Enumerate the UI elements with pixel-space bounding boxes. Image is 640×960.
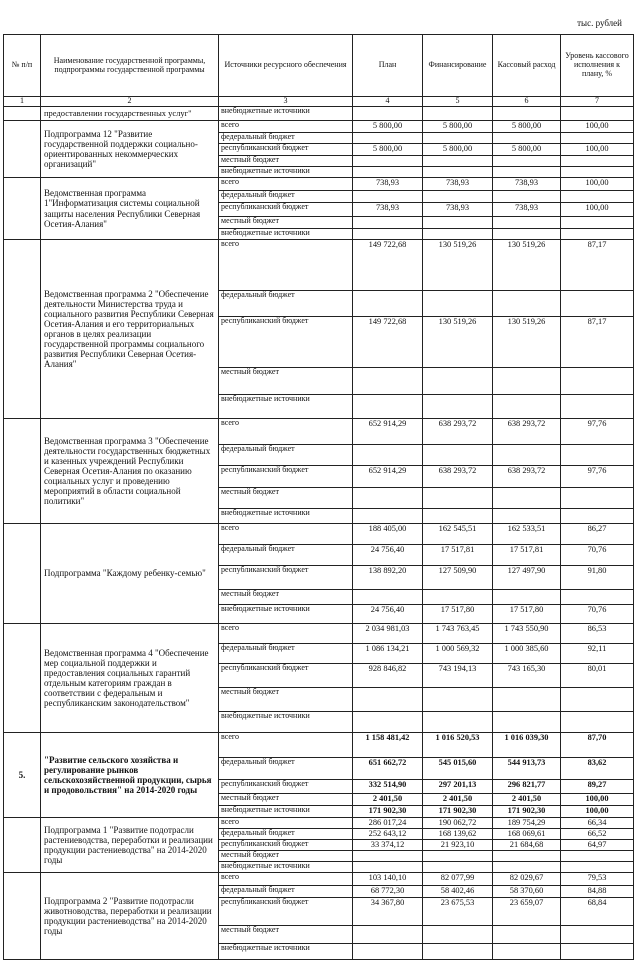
cell-financing: 743 194,13 <box>423 664 493 688</box>
cell-level <box>561 851 634 862</box>
source-label: федеральный бюджет <box>219 191 353 203</box>
table-row <box>4 178 634 191</box>
cell-level: 79,53 <box>561 873 634 886</box>
cell-cash: 1 016 039,30 <box>493 733 561 758</box>
cell-level: 87,17 <box>561 317 634 368</box>
cell-plan <box>353 167 423 178</box>
header-name: Наименование государственной программы, подпрограммы государственной программы <box>41 35 219 97</box>
source-label: всего <box>219 818 353 829</box>
cell-plan <box>353 217 423 229</box>
source-label: внебюджетные источники <box>219 229 353 240</box>
cell-financing <box>423 862 493 873</box>
cell-financing <box>423 217 493 229</box>
cell-financing: 638 293,72 <box>423 466 493 488</box>
header-plan: План <box>353 35 423 97</box>
source-label: федеральный бюджет <box>219 545 353 566</box>
cell-plan <box>353 688 423 712</box>
cell-level: 70,76 <box>561 545 634 566</box>
cell-financing <box>423 445 493 466</box>
table-row <box>4 873 634 886</box>
cell-level <box>561 445 634 466</box>
cell-financing <box>423 851 493 862</box>
cell-plan: 5 800,00 <box>353 121 423 133</box>
units-label: тыс. рублей <box>577 18 622 28</box>
source-label: всего <box>219 121 353 133</box>
cell-financing <box>423 167 493 178</box>
source-label: внебюджетные источники <box>219 712 353 733</box>
source-label: федеральный бюджет <box>219 758 353 780</box>
source-label: внебюджетные источники <box>219 395 353 419</box>
cell-financing: 5 800,00 <box>423 121 493 133</box>
cell-cash: 1 743 550,90 <box>493 624 561 644</box>
source-label: внебюджетные источники <box>219 509 353 524</box>
cell-level <box>561 133 634 144</box>
cell-cash <box>493 926 561 944</box>
cell-level <box>561 688 634 712</box>
cell-plan: 652 914,29 <box>353 419 423 445</box>
program-name: Подпрограмма 1 "Развитие подотрасли растениеводства, переработки и реализации продукции растениеводства" на 2014-2020 годы <box>41 818 219 873</box>
cell-cash <box>493 712 561 733</box>
cell-cash: 738,93 <box>493 178 561 191</box>
cell-cash: 21 684,68 <box>493 840 561 851</box>
cell-level: 83,62 <box>561 758 634 780</box>
source-label: внебюджетные источники <box>219 167 353 178</box>
cell-plan: 24 756,40 <box>353 545 423 566</box>
cell-cash: 130 519,26 <box>493 240 561 291</box>
source-label: местный бюджет <box>219 368 353 395</box>
cell-plan <box>353 395 423 419</box>
program-name: "Развитие сельского хозяйства и регулирование рынков сельскохозяйственной продукции, сырья и продовольствия" на 2014-2020 годы <box>41 733 219 818</box>
source-label: федеральный бюджет <box>219 133 353 144</box>
cell-financing: 23 675,53 <box>423 898 493 926</box>
cell-cash <box>493 167 561 178</box>
cell-cash <box>493 368 561 395</box>
header-cash: Кассовый расход <box>493 35 561 97</box>
cell-level: 97,76 <box>561 466 634 488</box>
col-number: 5 <box>423 97 493 107</box>
cell-cash <box>493 229 561 240</box>
cell-level: 86,27 <box>561 524 634 545</box>
cell-cash: 296 821,77 <box>493 780 561 794</box>
source-label: всего <box>219 240 353 291</box>
column-number-row <box>4 97 634 107</box>
table-row <box>4 524 634 545</box>
source-label: федеральный бюджет <box>219 644 353 664</box>
cell-level: 100,00 <box>561 121 634 133</box>
row-index <box>4 624 41 733</box>
cell-cash <box>493 395 561 419</box>
cell-plan: 332 514,90 <box>353 780 423 794</box>
cell-plan <box>353 590 423 605</box>
program-name: Ведомственная программа 2 "Обеспечение деятельности Министерства труда и социального развития Республики Северная Осетия-Алания и его территориальных органов в целях реализации государственной программы социального развития Республики Северная Осетия-Алания" <box>41 240 219 419</box>
row-index <box>4 419 41 524</box>
cell-level: 64,97 <box>561 840 634 851</box>
cell-plan: 5 800,00 <box>353 144 423 156</box>
cell-plan: 928 846,82 <box>353 664 423 688</box>
cell-level: 68,84 <box>561 898 634 926</box>
cell-plan <box>353 191 423 203</box>
header-level: Уровень кассового исполнения к плану, % <box>561 35 634 97</box>
table-row <box>4 240 634 291</box>
cell-level: 80,01 <box>561 664 634 688</box>
cell-financing <box>423 191 493 203</box>
cell-financing <box>423 926 493 944</box>
cell-financing <box>423 944 493 960</box>
cell-cash <box>493 107 561 121</box>
cell-financing: 545 015,60 <box>423 758 493 780</box>
cell-cash <box>493 191 561 203</box>
cell-plan: 149 722,68 <box>353 317 423 368</box>
cell-level: 87,70 <box>561 733 634 758</box>
header-row <box>4 35 634 97</box>
cell-level <box>561 862 634 873</box>
cell-level: 100,00 <box>561 203 634 217</box>
cell-plan: 2 034 981,03 <box>353 624 423 644</box>
cell-plan: 138 892,20 <box>353 566 423 590</box>
source-label: республиканский бюджет <box>219 898 353 926</box>
source-label: республиканский бюджет <box>219 566 353 590</box>
header-num: № п/п <box>4 35 41 97</box>
row-index <box>4 107 41 121</box>
cell-level <box>561 509 634 524</box>
row-index <box>4 873 41 960</box>
cell-financing <box>423 488 493 509</box>
cell-plan <box>353 156 423 167</box>
source-label: всего <box>219 733 353 758</box>
cell-financing <box>423 509 493 524</box>
cell-cash <box>493 133 561 144</box>
row-index <box>4 524 41 624</box>
cell-financing: 738,93 <box>423 178 493 191</box>
cell-plan: 2 401,50 <box>353 794 423 806</box>
row-index <box>4 818 41 873</box>
cell-level <box>561 191 634 203</box>
source-label: республиканский бюджет <box>219 466 353 488</box>
cell-financing <box>423 291 493 317</box>
cell-level: 100,00 <box>561 794 634 806</box>
program-name: Ведомственная программа 1"Информатизация системы социальной защиты населения Республики Северная Осетия-Алания" <box>41 178 219 240</box>
source-label: всего <box>219 624 353 644</box>
cell-cash <box>493 445 561 466</box>
cell-financing <box>423 133 493 144</box>
source-label: местный бюджет <box>219 156 353 167</box>
cell-cash <box>493 590 561 605</box>
cell-cash: 168 069,61 <box>493 829 561 840</box>
source-label: местный бюджет <box>219 851 353 862</box>
cell-financing: 2 401,50 <box>423 794 493 806</box>
program-name: Подпрограмма 12 "Развитие государственной поддержки социально-ориентированных некоммерческих организаций" <box>41 121 219 178</box>
source-label: республиканский бюджет <box>219 664 353 688</box>
row-index: 5. <box>4 733 41 818</box>
source-label: республиканский бюджет <box>219 317 353 368</box>
cell-financing: 17 517,81 <box>423 545 493 566</box>
cell-financing: 130 519,26 <box>423 317 493 368</box>
cell-financing: 1 743 763,45 <box>423 624 493 644</box>
cell-cash <box>493 944 561 960</box>
program-name: Ведомственная программа 4 "Обеспечение мер социальной поддержки и предоставления социальных гарантий отдельным категориям граждан в соответствии с федеральным и республиканским законодательством" <box>41 624 219 733</box>
cell-plan: 68 772,30 <box>353 886 423 898</box>
header-source: Источники ресурсного обеспечения <box>219 35 353 97</box>
cell-financing: 738,93 <box>423 203 493 217</box>
col-number: 2 <box>41 97 219 107</box>
cell-level: 92,11 <box>561 644 634 664</box>
cell-financing <box>423 395 493 419</box>
source-label: местный бюджет <box>219 590 353 605</box>
cell-level <box>561 488 634 509</box>
source-label: всего <box>219 873 353 886</box>
cell-financing <box>423 712 493 733</box>
source-label: республиканский бюджет <box>219 840 353 851</box>
cell-level: 86,53 <box>561 624 634 644</box>
cell-level <box>561 167 634 178</box>
cell-plan <box>353 291 423 317</box>
cell-level: 91,80 <box>561 566 634 590</box>
cell-level: 84,88 <box>561 886 634 898</box>
source-label: всего <box>219 178 353 191</box>
cell-plan <box>353 862 423 873</box>
cell-financing: 82 077,99 <box>423 873 493 886</box>
cell-level: 100,00 <box>561 806 634 818</box>
cell-level <box>561 107 634 121</box>
cell-financing: 5 800,00 <box>423 144 493 156</box>
table-body <box>4 107 634 960</box>
cell-level: 100,00 <box>561 144 634 156</box>
cell-cash: 58 370,60 <box>493 886 561 898</box>
cell-plan: 286 017,24 <box>353 818 423 829</box>
cell-plan: 652 914,29 <box>353 466 423 488</box>
cell-plan <box>353 851 423 862</box>
source-label: местный бюджет <box>219 926 353 944</box>
cell-cash: 162 533,51 <box>493 524 561 545</box>
cell-plan: 188 405,00 <box>353 524 423 545</box>
cell-financing <box>423 368 493 395</box>
cell-level <box>561 926 634 944</box>
source-label: местный бюджет <box>219 217 353 229</box>
cell-cash: 5 800,00 <box>493 144 561 156</box>
row-index <box>4 240 41 419</box>
cell-level: 100,00 <box>561 178 634 191</box>
cell-financing <box>423 688 493 712</box>
source-label: местный бюджет <box>219 688 353 712</box>
cell-plan: 149 722,68 <box>353 240 423 291</box>
cell-cash: 1 000 385,60 <box>493 644 561 664</box>
table-row <box>4 624 634 644</box>
cell-cash <box>493 688 561 712</box>
cell-plan <box>353 107 423 121</box>
cell-cash: 638 293,72 <box>493 419 561 445</box>
cell-cash <box>493 291 561 317</box>
cell-plan: 34 367,80 <box>353 898 423 926</box>
source-label: внебюджетные источники <box>219 107 353 121</box>
program-name: Подпрограмма 2 "Развитие подотрасли животноводства, переработки и реализации продукции растениеводства" на 2014-2020 годы <box>41 873 219 960</box>
cell-financing: 1 000 569,32 <box>423 644 493 664</box>
cell-plan: 103 140,10 <box>353 873 423 886</box>
source-label: местный бюджет <box>219 794 353 806</box>
cell-plan: 738,93 <box>353 178 423 191</box>
cell-cash: 743 165,30 <box>493 664 561 688</box>
source-label: федеральный бюджет <box>219 445 353 466</box>
cell-level: 89,27 <box>561 780 634 794</box>
cell-plan: 738,93 <box>353 203 423 217</box>
cell-financing: 162 545,51 <box>423 524 493 545</box>
cell-plan <box>353 926 423 944</box>
cell-level: 66,52 <box>561 829 634 840</box>
cell-level: 66,34 <box>561 818 634 829</box>
source-label: всего <box>219 524 353 545</box>
cell-level: 97,76 <box>561 419 634 445</box>
cell-level <box>561 395 634 419</box>
source-label: внебюджетные источники <box>219 862 353 873</box>
cell-level <box>561 712 634 733</box>
program-name: Ведомственная программа 3 "Обеспечение деятельности государственных бюджетных и казенных учреждений Республики Северная Осетия-Алания по оказанию социальных услуг и проведению мероприятий в области социальной политики" <box>41 419 219 524</box>
cell-financing: 1 016 520,53 <box>423 733 493 758</box>
cell-cash: 189 754,29 <box>493 818 561 829</box>
cell-plan <box>353 133 423 144</box>
cell-cash: 638 293,72 <box>493 466 561 488</box>
table-row <box>4 121 634 133</box>
cell-financing: 58 402,46 <box>423 886 493 898</box>
cell-financing: 127 509,90 <box>423 566 493 590</box>
source-label: местный бюджет <box>219 488 353 509</box>
cell-plan: 171 902,30 <box>353 806 423 818</box>
col-number: 6 <box>493 97 561 107</box>
program-name: Подпрограмма "Каждому ребенку-семью" <box>41 524 219 624</box>
header-financing: Финансирование <box>423 35 493 97</box>
cell-plan <box>353 229 423 240</box>
source-label: внебюджетные источники <box>219 806 353 818</box>
source-label: федеральный бюджет <box>219 291 353 317</box>
row-index <box>4 178 41 240</box>
source-label: республиканский бюджет <box>219 780 353 794</box>
source-label: всего <box>219 419 353 445</box>
cell-cash: 130 519,26 <box>493 317 561 368</box>
cell-financing <box>423 590 493 605</box>
cell-financing: 21 923,10 <box>423 840 493 851</box>
cell-level: 87,17 <box>561 240 634 291</box>
source-label: республиканский бюджет <box>219 203 353 217</box>
cell-level <box>561 368 634 395</box>
budget-execution-table <box>3 34 634 960</box>
cell-level <box>561 156 634 167</box>
cell-cash <box>493 862 561 873</box>
cell-cash <box>493 509 561 524</box>
cell-plan: 33 374,12 <box>353 840 423 851</box>
cell-cash <box>493 156 561 167</box>
table-row <box>4 107 634 121</box>
source-label: федеральный бюджет <box>219 886 353 898</box>
cell-financing <box>423 156 493 167</box>
source-label: республиканский бюджет <box>219 144 353 156</box>
col-number: 4 <box>353 97 423 107</box>
cell-level <box>561 590 634 605</box>
row-index <box>4 121 41 178</box>
cell-cash: 2 401,50 <box>493 794 561 806</box>
cell-cash: 544 913,73 <box>493 758 561 780</box>
cell-cash: 23 659,07 <box>493 898 561 926</box>
cell-financing <box>423 229 493 240</box>
cell-financing: 171 902,30 <box>423 806 493 818</box>
table-row <box>4 733 634 758</box>
cell-plan: 1 158 481,42 <box>353 733 423 758</box>
source-label: федеральный бюджет <box>219 829 353 840</box>
source-label: внебюджетные источники <box>219 605 353 624</box>
cell-cash: 17 517,81 <box>493 545 561 566</box>
cell-financing: 190 062,72 <box>423 818 493 829</box>
cell-plan <box>353 509 423 524</box>
table-row <box>4 419 634 445</box>
cell-level <box>561 217 634 229</box>
cell-plan: 252 643,12 <box>353 829 423 840</box>
cell-plan <box>353 368 423 395</box>
col-number: 7 <box>561 97 634 107</box>
cell-plan: 651 662,72 <box>353 758 423 780</box>
cell-cash: 5 800,00 <box>493 121 561 133</box>
cell-level <box>561 944 634 960</box>
col-number: 3 <box>219 97 353 107</box>
cell-financing: 17 517,80 <box>423 605 493 624</box>
cell-plan: 1 086 134,21 <box>353 644 423 664</box>
program-name: предоставлении государственных услуг" <box>41 107 219 121</box>
cell-cash: 82 029,67 <box>493 873 561 886</box>
cell-cash <box>493 488 561 509</box>
cell-financing <box>423 107 493 121</box>
cell-plan <box>353 712 423 733</box>
cell-cash <box>493 217 561 229</box>
cell-financing: 297 201,13 <box>423 780 493 794</box>
cell-level: 70,76 <box>561 605 634 624</box>
cell-plan: 24 756,40 <box>353 605 423 624</box>
cell-plan <box>353 445 423 466</box>
cell-level <box>561 229 634 240</box>
cell-financing: 638 293,72 <box>423 419 493 445</box>
cell-cash <box>493 851 561 862</box>
cell-financing: 168 139,62 <box>423 829 493 840</box>
table-row <box>4 818 634 829</box>
col-number: 1 <box>4 97 41 107</box>
cell-plan <box>353 944 423 960</box>
cell-financing: 130 519,26 <box>423 240 493 291</box>
cell-level <box>561 291 634 317</box>
cell-cash: 127 497,90 <box>493 566 561 590</box>
cell-cash: 738,93 <box>493 203 561 217</box>
cell-cash: 17 517,80 <box>493 605 561 624</box>
cell-plan <box>353 488 423 509</box>
cell-cash: 171 902,30 <box>493 806 561 818</box>
source-label: внебюджетные источники <box>219 944 353 960</box>
